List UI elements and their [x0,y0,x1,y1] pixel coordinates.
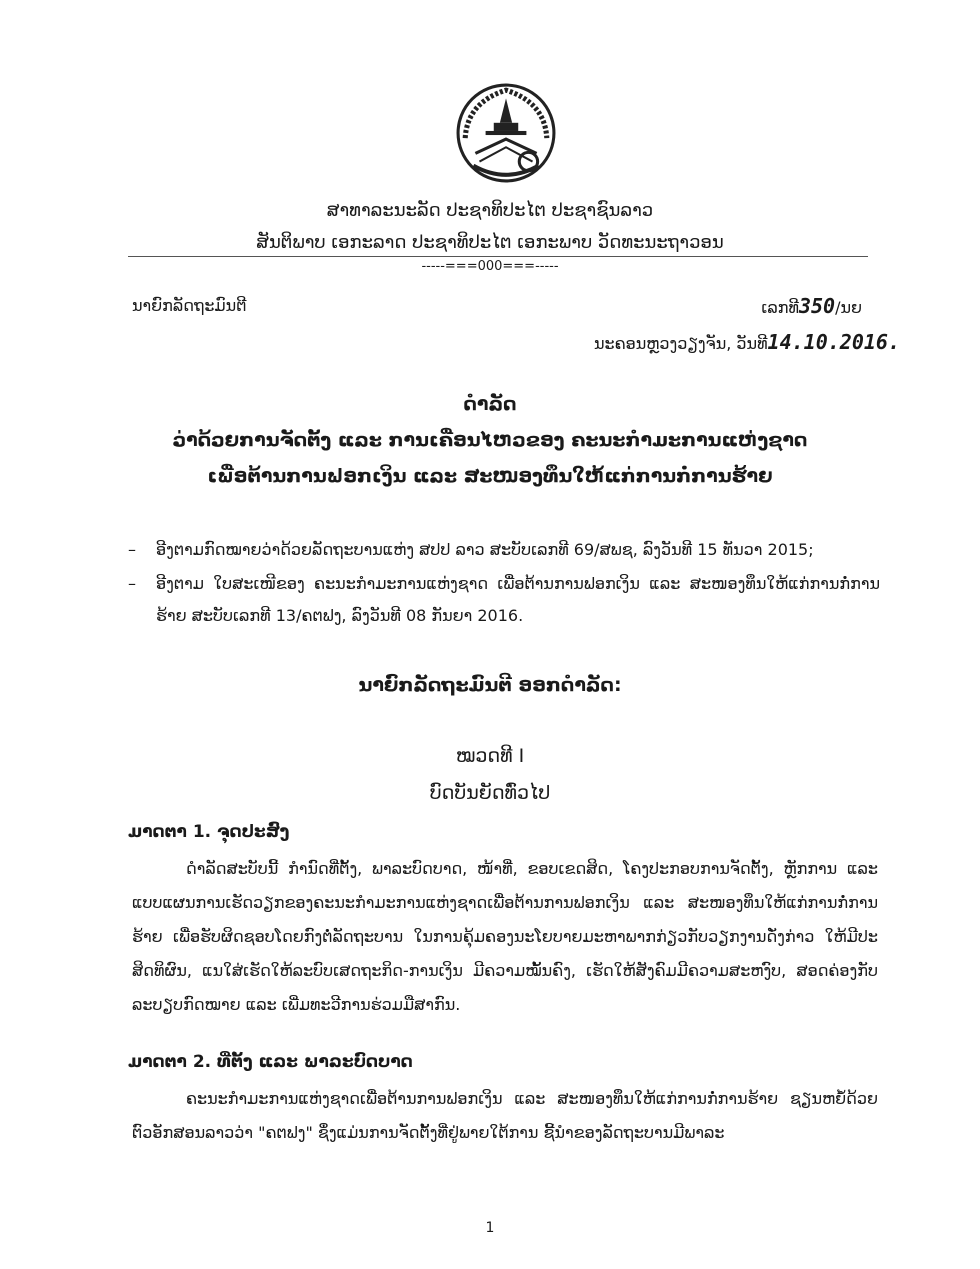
reference-value: 350 [798,294,836,318]
reference-number [761,294,862,318]
national-motto: ສັນຕິພາບ ເອກະລາດ ປະຊາທິປະໄຕ ເອກະພາບ ວັດທະນະຖາວອນ [256,232,724,253]
legal-basis-item [128,534,880,566]
header-separator: -----===000===----- [421,259,559,274]
national-emblem-icon [455,82,557,184]
article-body: ດຳລັດສະບັບນີ້ ກຳນົດທີ່ຕັ້ງ, ພາລະບົດບາດ, ໜ້າທີ່, ຂອບເຂດສິດ, ໂຄງປະກອບການຈັດຕັ້ງ, ຫຼັກການ ແລະ ແບບແຜນການເຮັດວຽກຂອງຄະນະກຳມະການແຫ່ງຊາດເພື່ອຕ້ານການຟອກເງິນ ແລະ ສະໜອງທຶນໃຫ້ແກ່ການກໍ່ການຮ້າຍ ເພື່ອຮັບຜິດຊອບໂດຍກົງຕໍ່ລັດຖະບານ ໃນການຄຸ້ມຄອງນະໂຍບາຍມະຫາພາກກ່ຽວກັບວຽກງານດັ່ງກ່າວ ໃຫ້ມີປະສິດທິຜົນ, ແນໃສ່ເຮັດໃຫ້ລະບົບເສດຖະກິດ-ການເງິນ ມີຄວາມໝັ້ນຄົງ, ເຮັດໃຫ້ສັງຄົມມີຄວາມສະຫງົບ, ສອດຄ່ອງກັບລະບຽບກົດໝາຍ ແລະ ເພີ່ມທະວີການຮ່ວມມືສາກົນ. [132,859,878,1014]
place-prefix: ນະຄອນຫຼວງວຽງຈັນ, ວັນທີ [593,334,768,353]
article-heading: ມາດຕາ 1. ຈຸດປະສົງ [128,822,290,842]
page-number: 1 [485,1220,495,1236]
decree-subtitle-1: ວ່າດ້ວຍການຈັດຕັ້ງ ແລະ ການເຄື່ອນໄຫວຂອງ ຄະນະກຳມະການແຫ່ງຊາດ [172,429,808,451]
legal-basis-text: ອີງຕາມກົດໝາຍວ່າດ້ວຍລັດຖະບານແຫ່ງ ສປປ ລາວ ສະບັບເລກທີ 69/ສພຊ, ລົງວັນທີ 15 ທັນວາ 2015; [156,540,814,559]
chapter-number: ໝວດທີ I [455,745,525,767]
issuer-label: ນາຍົກລັດຖະມົນຕີ [132,296,247,315]
bullet-dash: – [128,574,136,593]
date-value: 14.10.2016. [767,330,900,354]
decree-title: ດຳລັດ [463,393,517,415]
article-body: ຄະນະກຳມະການແຫ່ງຊາດເພື່ອຕ້ານການຟອກເງິນ ແລະ ສະໜອງທຶນໃຫ້ແກ່ການກໍ່ການຮ້າຍ ຊຽນຫຍໍ້ດ້ວຍຕົວອັກສອນລາວວ່າ "ຄຕຟງ" ຊຶ່ງແມ່ນການຈັດຕັ້ງທີ່ຢູ່ພາຍໃຕ້ການ ຊີ້ນຳຂອງລັດຖະບານມີພາລະ [132,1089,878,1142]
reference-suffix: /ນຍ [835,298,862,317]
reference-prefix: ເລກທີ [761,298,799,317]
legal-basis-item [128,568,880,632]
order-line: ນາຍົກລັດຖະມົນຕີ ອອກດຳລັດ: [358,674,622,696]
place-date [594,330,900,354]
header-divider [128,256,868,257]
legal-basis-text: ອີງຕາມ ໃບສະເໜີຂອງ ຄະນະກຳມະການແຫ່ງຊາດ ເພື່ອຕ້ານການຟອກເງິນ ແລະ ສະໜອງທຶນໃຫ້ແກ່ການກໍ່ການຮ້າຍ ສະບັບເລກທີ 13/ຄຕຟງ, ລົງວັນທີ 08 ກັນຍາ 2016. [156,574,880,625]
bullet-dash: – [128,540,136,559]
decree-subtitle-2: ເພື່ອຕ້ານການຟອກເງິນ ແລະ ສະໜອງທຶນໃຫ້ແກ່ການກໍ່ການຮ້າຍ [207,465,773,487]
chapter-title: ບົດບັນຍັດທົ່ວໄປ [429,782,551,804]
article-heading: ມາດຕາ 2. ທີ່ຕັ້ງ ແລະ ພາລະບົດບາດ [128,1052,413,1072]
republic-name: ສາທາລະນະລັດ ປະຊາທິປະໄຕ ປະຊາຊົນລາວ [326,200,654,221]
